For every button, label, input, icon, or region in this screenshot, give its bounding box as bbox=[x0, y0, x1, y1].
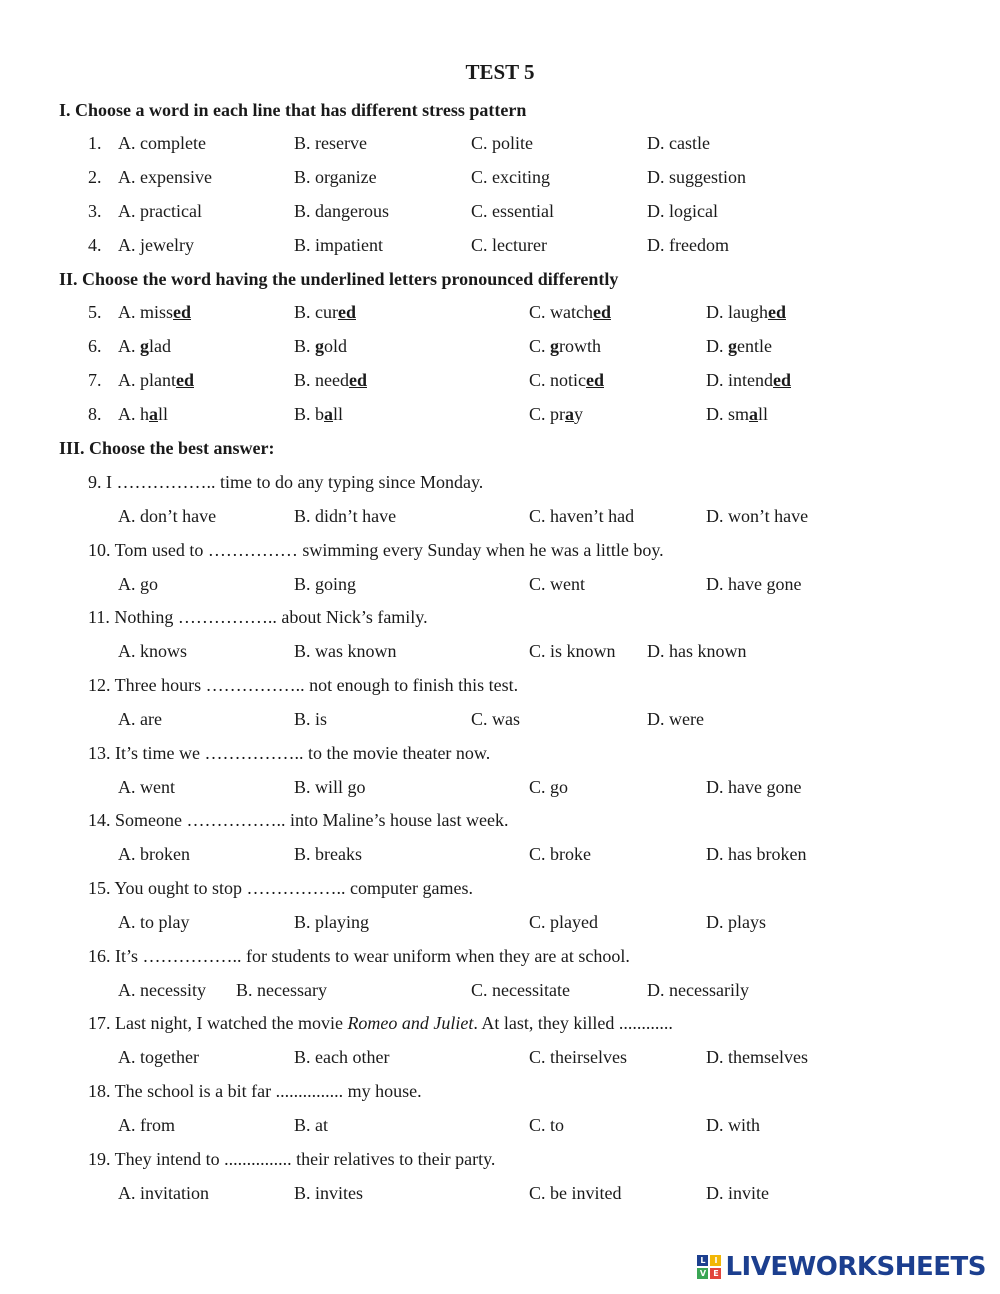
option-a[interactable]: A. missed bbox=[118, 302, 192, 322]
question-19-stem: 19. They intend to ............... their relatives to their party. bbox=[88, 1149, 496, 1169]
option-c[interactable]: C. lecturer bbox=[471, 235, 547, 255]
question-number: 8. bbox=[88, 404, 102, 424]
option-b[interactable]: B. breaks bbox=[294, 844, 362, 864]
option-c[interactable]: C. essential bbox=[471, 201, 554, 221]
option-b[interactable]: B. necessary bbox=[236, 980, 327, 1000]
option-b[interactable]: B. cured bbox=[294, 302, 356, 322]
option-d[interactable]: D. won’t have bbox=[706, 506, 809, 526]
option-b[interactable]: B. invites bbox=[294, 1183, 364, 1203]
option-c[interactable]: C. noticed bbox=[529, 370, 604, 390]
option-a[interactable]: A. complete bbox=[118, 133, 206, 153]
option-d[interactable]: D. has known bbox=[647, 641, 747, 661]
option-c[interactable]: C. be invited bbox=[529, 1183, 622, 1203]
question-number: 4. bbox=[88, 235, 102, 255]
option-d[interactable]: D. with bbox=[706, 1115, 760, 1135]
option-d[interactable]: D. themselves bbox=[706, 1047, 808, 1067]
section-3-heading: III. Choose the best answer: bbox=[59, 438, 275, 458]
option-d[interactable]: D. suggestion bbox=[647, 167, 746, 187]
liveworksheets-logo[interactable] bbox=[697, 1252, 986, 1282]
option-a[interactable]: A. jewelry bbox=[118, 235, 194, 255]
option-a[interactable]: A. to play bbox=[118, 912, 190, 932]
option-d[interactable]: D. have gone bbox=[706, 777, 802, 797]
option-a[interactable]: A. practical bbox=[118, 201, 202, 221]
question-10-stem: 10. Tom used to …………… swimming every Sunday when he was a little boy. bbox=[88, 540, 664, 560]
option-c[interactable]: C. necessitate bbox=[471, 980, 570, 1000]
question-number: 1. bbox=[88, 133, 102, 153]
option-a[interactable]: A. expensive bbox=[118, 167, 212, 187]
option-b[interactable]: B. each other bbox=[294, 1047, 390, 1067]
option-d[interactable]: D. have gone bbox=[706, 574, 802, 594]
question-number: 6. bbox=[88, 336, 102, 356]
option-c[interactable]: C. watched bbox=[529, 302, 611, 322]
option-a[interactable]: A. go bbox=[118, 574, 158, 594]
option-c[interactable]: C. haven’t had bbox=[529, 506, 635, 526]
option-b[interactable]: B. impatient bbox=[294, 235, 383, 255]
option-b[interactable]: B. going bbox=[294, 574, 357, 594]
option-b[interactable]: B. gold bbox=[294, 336, 348, 356]
option-a[interactable]: A. from bbox=[118, 1115, 175, 1135]
option-a[interactable]: A. knows bbox=[118, 641, 188, 661]
question-14-stem: 14. Someone …………….. into Maline’s house last week. bbox=[88, 810, 509, 830]
option-b[interactable]: B. playing bbox=[294, 912, 369, 932]
option-b[interactable]: B. was known bbox=[294, 641, 397, 661]
option-a[interactable]: A. hall bbox=[118, 404, 169, 424]
option-c[interactable]: C. pray bbox=[529, 404, 583, 424]
logo-grid-icon: L I V E bbox=[697, 1255, 721, 1279]
option-a[interactable]: A. are bbox=[118, 709, 162, 729]
question-9-stem: 9. I …………….. time to do any typing since Monday. bbox=[88, 472, 484, 492]
question-number: 5. bbox=[88, 302, 102, 322]
section-1-heading: I. Choose a word in each line that has different stress pattern bbox=[59, 100, 527, 120]
option-c[interactable]: C. went bbox=[529, 574, 585, 594]
option-d[interactable]: D. small bbox=[706, 404, 769, 424]
section-2-heading: II. Choose the word having the underlined letters pronounced differently bbox=[59, 269, 619, 289]
option-d[interactable]: D. logical bbox=[647, 201, 718, 221]
page-title: TEST 5 bbox=[465, 60, 535, 84]
option-c[interactable]: C. growth bbox=[529, 336, 602, 356]
option-c[interactable]: C. go bbox=[529, 777, 569, 797]
option-c[interactable]: C. is known bbox=[529, 641, 616, 661]
question-number: 3. bbox=[88, 201, 102, 221]
option-a[interactable]: A. broken bbox=[118, 844, 190, 864]
option-d[interactable]: D. intended bbox=[706, 370, 791, 390]
option-a[interactable]: A. glad bbox=[118, 336, 171, 356]
option-d[interactable]: D. freedom bbox=[647, 235, 729, 255]
option-c[interactable]: C. broke bbox=[529, 844, 591, 864]
option-c[interactable]: C. played bbox=[529, 912, 598, 932]
option-a[interactable]: A. planted bbox=[118, 370, 194, 390]
option-a[interactable]: A. went bbox=[118, 777, 175, 797]
option-b[interactable]: B. didn’t have bbox=[294, 506, 397, 526]
option-d[interactable]: D. laughed bbox=[706, 302, 786, 322]
option-a[interactable]: A. together bbox=[118, 1047, 199, 1067]
option-d[interactable]: D. has broken bbox=[706, 844, 807, 864]
option-c[interactable]: C. to bbox=[529, 1115, 565, 1135]
option-d[interactable]: D. castle bbox=[647, 133, 710, 153]
option-a[interactable]: A. don’t have bbox=[118, 506, 217, 526]
logo-text: LIVEWORKSHEETS bbox=[725, 1252, 986, 1282]
option-b[interactable]: B. at bbox=[294, 1115, 328, 1135]
question-15-stem: 15. You ought to stop …………….. computer games. bbox=[88, 878, 473, 898]
option-b[interactable]: B. needed bbox=[294, 370, 367, 390]
option-b[interactable]: B. dangerous bbox=[294, 201, 389, 221]
option-d[interactable]: D. necessarily bbox=[647, 980, 749, 1000]
option-c[interactable]: C. theirselves bbox=[529, 1047, 627, 1067]
question-number: 7. bbox=[88, 370, 102, 390]
question-13-stem: 13. It’s time we …………….. to the movie theater now. bbox=[88, 743, 491, 763]
option-b[interactable]: B. ball bbox=[294, 404, 344, 424]
question-17-stem: 17. Last night, I watched the movie Romeo and Juliet. At last, they killed ............ bbox=[88, 1013, 673, 1033]
option-c[interactable]: C. was bbox=[471, 709, 520, 729]
question-number: 2. bbox=[88, 167, 102, 187]
option-d[interactable]: D. were bbox=[647, 709, 704, 729]
question-11-stem: 11. Nothing …………….. about Nick’s family. bbox=[88, 607, 428, 627]
option-b[interactable]: B. will go bbox=[294, 777, 366, 797]
option-c[interactable]: C. polite bbox=[471, 133, 533, 153]
question-16-stem: 16. It’s …………….. for students to wear uniform when they are at school. bbox=[88, 946, 630, 966]
option-b[interactable]: B. organize bbox=[294, 167, 377, 187]
option-d[interactable]: D. invite bbox=[706, 1183, 769, 1203]
option-a[interactable]: A. necessity bbox=[118, 980, 206, 1000]
option-d[interactable]: D. gentle bbox=[706, 336, 772, 356]
option-d[interactable]: D. plays bbox=[706, 912, 766, 932]
option-c[interactable]: C. exciting bbox=[471, 167, 550, 187]
option-b[interactable]: B. is bbox=[294, 709, 328, 729]
question-12-stem: 12. Three hours …………….. not enough to finish this test. bbox=[88, 675, 519, 695]
question-18-stem: 18. The school is a bit far ............... my house. bbox=[88, 1081, 422, 1101]
option-a[interactable]: A. invitation bbox=[118, 1183, 209, 1203]
option-b[interactable]: B. reserve bbox=[294, 133, 367, 153]
